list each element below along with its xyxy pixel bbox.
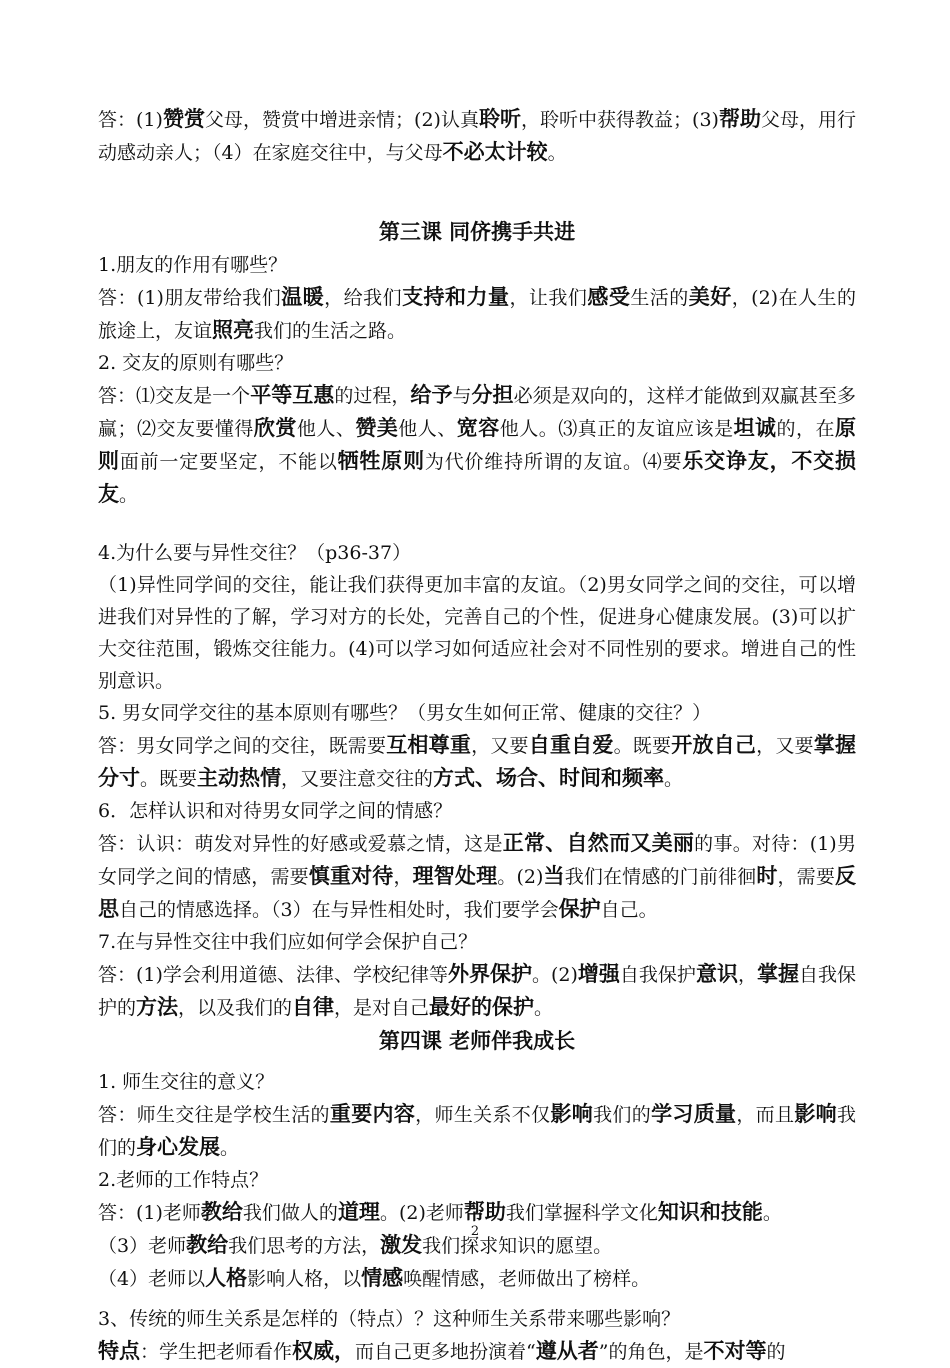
key-term: 理智处理 <box>412 864 498 888</box>
key-term: 不必太计较 <box>442 140 548 164</box>
text-run: 父母，用行动感动亲人；（4）在家庭交往中，与父母 <box>98 109 857 164</box>
question: 4.为什么要与异性交往？（p36-37） <box>98 542 412 564</box>
key-term: 主动热情 <box>197 766 282 790</box>
key-term: 权威， <box>292 1339 356 1363</box>
answer-paragraph <box>98 827 856 926</box>
answer-paragraph <box>98 281 856 347</box>
key-term: 坦诚 <box>733 416 777 440</box>
answer-paragraph <box>98 1262 856 1295</box>
text-run: ，聆听中获得教益；(3) <box>520 109 719 131</box>
lesson-title: 第四课 老师伴我成长 <box>378 1029 576 1053</box>
answer-paragraph <box>98 103 856 169</box>
key-term: 自重自爱 <box>528 733 614 757</box>
text-run: 自我保护 <box>619 964 696 986</box>
text-run: 我们做人的 <box>242 1202 338 1224</box>
text-run: 为代价维持所谓的友谊。⑷要 <box>424 451 683 473</box>
key-term: 感受 <box>587 285 631 309</box>
text-run: ，(2)在人生的旅途上，友谊 <box>98 287 856 342</box>
answer-paragraph <box>98 379 856 511</box>
text-run: 他人、 <box>398 418 457 440</box>
text-run: 自己。 <box>600 899 658 921</box>
key-term: 增强 <box>577 962 620 986</box>
text-run: ，又要注意交往的 <box>281 768 434 790</box>
text-run: 。(2)老师 <box>379 1202 464 1224</box>
key-term: 分担 <box>471 383 514 407</box>
key-term: 温暖 <box>281 285 325 309</box>
key-term: 教给 <box>200 1200 243 1224</box>
question: 1. 师生交往的意义？ <box>98 1071 275 1093</box>
text-run: 答：(1)朋友带给我们 <box>98 287 282 309</box>
key-term: 聆听 <box>478 107 521 131</box>
text-run: 影响人格，以 <box>247 1268 362 1290</box>
text-run: 自己的情感选择。（3）在与异性相处时，我们要学会 <box>119 899 559 921</box>
key-term: 照亮 <box>212 318 255 342</box>
text-run: ，让我们 <box>509 287 588 309</box>
text-run: 。既要 <box>140 768 198 790</box>
text-run: 我们掌握科学文化 <box>505 1202 658 1224</box>
key-term: 影响 <box>550 1102 594 1126</box>
key-term: 帮助 <box>463 1200 506 1224</box>
text-run: 。 <box>664 768 684 790</box>
key-term: 支持和力量 <box>402 285 510 309</box>
question: 5. 男女同学交往的基本原则有哪些？（男女生如何正常、健康的交往？） <box>98 702 712 724</box>
text-run: 我们思考的方法， <box>228 1235 381 1257</box>
text-run: （4）老师以 <box>98 1268 206 1290</box>
text-run: 与 <box>452 385 472 407</box>
key-term: 给予 <box>410 383 453 407</box>
text-run: 。 <box>547 142 567 164</box>
text-run: 。(2) <box>531 964 578 986</box>
text-run: 答：认识：萌发对异性的好感或爱慕之情，这是 <box>98 833 503 855</box>
text-run: 。 <box>220 1137 240 1159</box>
key-term: 保护 <box>558 897 601 921</box>
text-run: ，师生关系不仅 <box>415 1104 551 1126</box>
key-term: 牺牲原则 <box>337 449 425 473</box>
key-term: 学习质量 <box>651 1102 737 1126</box>
text-run: 自我保护的 <box>98 964 856 1019</box>
text-run: ，而且 <box>736 1104 795 1126</box>
key-term: 情感 <box>361 1266 404 1290</box>
answer-paragraph <box>98 729 856 795</box>
text-run: ， <box>737 964 757 986</box>
answer-paragraph <box>98 569 856 697</box>
key-term: 开放自己 <box>671 733 757 757</box>
lesson-title: 第三课 同侪携手共进 <box>378 220 576 244</box>
text-run: ”的角色，是 <box>598 1341 704 1363</box>
text-run: ：学生把老师看作 <box>140 1341 293 1363</box>
question: 2.老师的工作特点？ <box>98 1169 269 1191</box>
page-content <box>98 103 856 1368</box>
key-term: 知识和技能 <box>657 1200 763 1224</box>
key-term: 赞赏 <box>162 107 205 131</box>
text-run: 。 <box>534 997 554 1019</box>
question: 1.朋友的作用有哪些？ <box>98 254 288 276</box>
key-term: 欣赏 <box>253 416 297 440</box>
key-term: 掌握分寸 <box>98 733 856 790</box>
text-run: 必须是双向的，这样才能做到双赢甚至多赢；⑵交友要懂得 <box>98 385 856 440</box>
text-run: ，需要 <box>777 866 835 888</box>
text-run: 他人。⑶真正的友谊应该是 <box>499 418 734 440</box>
text-run: 答：师生交往是学校生活的 <box>98 1104 330 1126</box>
text-run: ， <box>393 866 413 888</box>
key-term: 方式、场合、时间和频率 <box>433 766 665 790</box>
text-run: 面前一定要坚定，不能以 <box>119 451 338 473</box>
key-term: 慎重对待 <box>308 864 394 888</box>
key-term: 赞美 <box>355 416 399 440</box>
text-run: 的事。对待：(1)男女同学之间的情感，需要 <box>98 833 856 888</box>
question: 3、传统的师生关系是怎样的（特点）？这种师生关系带来哪些影响？ <box>98 1308 681 1330</box>
text-run: 生活的 <box>630 287 689 309</box>
text-run: ，以及我们的 <box>178 997 293 1019</box>
key-term: 不对等 <box>703 1339 767 1363</box>
key-term: 帮助 <box>718 107 761 131</box>
answer-paragraph <box>98 1098 856 1164</box>
text-run: 唤醒情感，老师做出了榜样。 <box>403 1268 651 1290</box>
key-term: 最好的保护 <box>429 995 535 1019</box>
text-run: 。 <box>762 1202 782 1224</box>
key-term: 身心发展 <box>136 1135 221 1159</box>
key-term: 遵从者 <box>535 1339 599 1363</box>
text-run: 我们在情感的门前徘徊 <box>564 866 757 888</box>
text-run: ，又要 <box>471 735 529 757</box>
key-term: 教给 <box>186 1233 229 1257</box>
key-term: 当 <box>543 864 565 888</box>
text-run: 我们的 <box>98 1104 856 1159</box>
text-run: 他人、 <box>296 418 356 440</box>
text-run: 的 <box>766 1341 786 1363</box>
key-term: 掌握 <box>756 962 799 986</box>
text-run: 答：(1) <box>98 109 163 131</box>
question: 6．怎样认识和对待男女同学之间的情感？ <box>98 800 453 822</box>
text-run: 的，在 <box>776 418 835 440</box>
text-run: 。既要 <box>613 735 672 757</box>
key-term: 反思 <box>98 864 856 921</box>
page-number: 2 <box>470 1224 480 1239</box>
text-run: 答：(1)老师 <box>98 1202 201 1224</box>
key-term: 原则 <box>98 416 856 473</box>
text-run: ，是对自己 <box>334 997 430 1019</box>
key-term: 宽容 <box>456 416 500 440</box>
key-term: 乐交诤友，不交损友 <box>98 449 856 506</box>
key-term: 激发 <box>380 1233 423 1257</box>
key-term: 正常、自然而又美丽 <box>502 831 695 855</box>
key-term: 互相尊重 <box>386 733 472 757</box>
question: 7.在与异性交往中我们应如何学会保护自己？ <box>98 931 478 953</box>
key-term: 影响 <box>794 1102 837 1126</box>
text-run: 我们的生活之路。 <box>254 320 407 342</box>
answer-paragraph <box>98 958 856 1024</box>
key-term: 时 <box>756 864 778 888</box>
key-term: 特点 <box>98 1339 140 1363</box>
key-term: 自律 <box>292 995 335 1019</box>
text-run: ，又要 <box>756 735 814 757</box>
text-run: 的过程， <box>334 385 411 407</box>
key-term: 道理 <box>337 1200 380 1224</box>
text-run: 答：⑴交友是一个 <box>98 385 251 407</box>
key-term: 人格 <box>205 1266 248 1290</box>
answer-paragraph <box>98 1335 856 1368</box>
question: 2. 交友的原则有哪些？ <box>98 352 294 374</box>
text-run: （1)异性同学间的交往，能让我们获得更加丰富的友谊。（2)男女同学之间的交往，可以增进我们对异性的了解，学习对方的长处，完善自己的个性，促进身心健康发展。(3)可以扩大交往范围，锻炼交往能力。(4)可以学习如何适应社会对不同性别的要求。增进自己的性别意识。 <box>98 574 856 692</box>
key-term: 重要内容 <box>329 1102 416 1126</box>
text-run: 答：男女同学之间的交往，既需要 <box>98 735 387 757</box>
text-run: 。 <box>119 484 139 506</box>
text-run: （3）老师 <box>98 1235 187 1257</box>
key-term: 平等互惠 <box>250 383 335 407</box>
text-run: 。(2) <box>497 866 544 888</box>
text-run: 我们探求知识的愿望。 <box>422 1235 613 1257</box>
key-term: 美好 <box>688 285 732 309</box>
key-term: 外界保护 <box>447 962 532 986</box>
text-run: 而自己更多地扮演着“ <box>355 1341 536 1363</box>
key-term: 意识 <box>695 962 738 986</box>
text-run: ，给我们 <box>324 287 403 309</box>
text-run: 答：(1)学会利用道德、法律、学校纪律等 <box>98 964 448 986</box>
key-term: 方法 <box>136 995 179 1019</box>
text-run: 我们的 <box>593 1104 652 1126</box>
text-run: 父母，赞赏中增进亲情；(2)认真 <box>204 109 479 131</box>
